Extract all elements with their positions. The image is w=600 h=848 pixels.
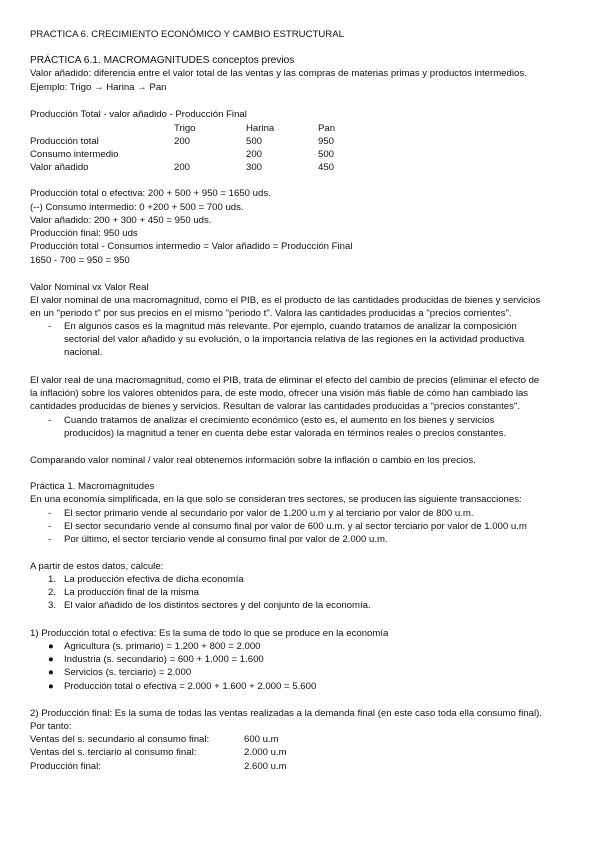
table-cell: 950 <box>318 136 335 147</box>
paragraph-line: El valor nominal de una macromagnitud, como el PIB, es el producto de las cantidades producidas de bienes y servicios <box>30 295 541 306</box>
answer2-heading: 2) Producción final: Es la suma de todas las ventas realizadas a la demanda final (en este caso toda ella consumo final). <box>30 708 542 719</box>
calc-line: Producción total - Consumos intermedio = Valor añadido = Producción Final <box>30 241 353 252</box>
row-label: Valor añadido <box>30 162 89 173</box>
paragraph-line: cantidades producidas de bienes y servicios. Resultan de valorar las cantidades producidas a "precios constantes". <box>30 401 520 412</box>
nominal-heading: Valor Nominal vx Valor Real <box>30 282 149 293</box>
answer1-item: Servicios (s. terciario) = 2.000 <box>64 667 192 678</box>
bullet-dot: ● <box>48 641 54 652</box>
dash-bullet: - <box>48 508 52 519</box>
question-item: La producción efectiva de dicha economía <box>64 574 244 585</box>
paragraph-line: en un "periodo t" por sus precios en el mismo "periodo t". Valora las cantidades producidas a "precios corrientes". <box>30 308 512 319</box>
calc-line: Producción final: 950 uds <box>30 228 138 239</box>
table-cell: 500 <box>246 136 263 147</box>
question-number: 3. <box>48 600 57 611</box>
bullet-line: nacional. <box>64 347 103 358</box>
question-item: El valor añadido de los distintos sectores y del conjunto de la economía. <box>64 600 371 611</box>
row-label: Producción total <box>30 136 99 147</box>
bullet-dot: ● <box>48 681 54 692</box>
dash-bullet: - <box>48 521 52 532</box>
table-heading: Producción Total - valor añadido - Producción Final <box>30 109 247 120</box>
comparison-text: Comparando valor nominal / valor real obtenemos información sobre la inflación o cambio en los precios. <box>30 455 476 466</box>
definition-text: Valor añadido: diferencia entre el valor total de las ventas y las compras de materias primas y productos intermedios. <box>30 68 527 79</box>
table-cell: 200 <box>246 149 263 160</box>
question-number: 2. <box>48 587 57 598</box>
answer1-item: Producción total o efectiva = 2.000 + 1.600 + 2.000 = 5.600 <box>64 681 317 692</box>
answer2-row-label: Producción final: <box>30 761 101 772</box>
column-header: Harina <box>246 123 275 134</box>
table-cell: 500 <box>318 149 335 160</box>
section-heading: PRÁCTICA 6.1. MACROMAGNITUDES conceptos previos <box>30 55 295 66</box>
bullet-dot: ● <box>48 654 54 665</box>
answer1-item: Agricultura (s. primario) = 1.200 + 800 = 2.000 <box>64 641 261 652</box>
answer2-row-label: Ventas del s. terciario al consumo final: <box>30 747 197 758</box>
transaction-item: El sector secundario vende al consumo final por valor de 600 u.m. y al sector terciario por valor de 1.000 u.m <box>64 521 527 532</box>
table-cell: 450 <box>318 162 335 173</box>
answer2-row-value: 600 u.m <box>244 734 279 745</box>
dash-bullet: - <box>48 415 52 426</box>
paragraph-line: la inflación) sobre los valores obtenidos para, de este modo, ofrecer una visión más fiable de cómo han cambiado las <box>30 388 529 399</box>
dash-bullet: - <box>48 534 52 545</box>
question-item: La producción final de la misma <box>64 587 199 598</box>
question-number: 1. <box>48 574 57 585</box>
dash-bullet: - <box>48 321 52 332</box>
calc-line: (--) Consumo intermedio: 0 +200 + 500 = 700 uds. <box>30 202 244 213</box>
table-cell: 200 <box>174 162 191 173</box>
bullet-line: sectorial del valor añadido y su evolución, o la importancia relativa de las regiones en la actividad productiva <box>64 334 525 345</box>
transaction-item: Por último, el sector terciario vende al consumo final por valor de 2.000 u.m. <box>64 534 388 545</box>
column-header: Trigo <box>174 123 196 134</box>
transaction-item: El sector primario vende al secundario por valor de 1.200 u.m y al terciario por valor de 800 u.m. <box>64 508 474 519</box>
answer2-row-value: 2.000 u.m <box>244 747 287 758</box>
portanto-text: Por tanto: <box>30 721 72 732</box>
bullet-line: producidos) la magnitud a tener en cuenta debe estar valorada en términos reales o precios constantes. <box>64 428 507 439</box>
ask-text: A partir de estos datos, calcule: <box>30 561 164 572</box>
page-title: PRACTICA 6. CRECIMIENTO ECONÓMICO Y CAMBIO ESTRUCTURAL <box>30 29 344 40</box>
row-label: Consumo intermedio <box>30 149 119 160</box>
practica-intro: En una economía simplificada, en la que solo se consideran tres sectores, se producen las siguiente transacciones: <box>30 494 522 505</box>
bullet-line: En algunos casos es la magnitud más relevante. Por ejemplo, cuando tratamos de analizar la composición <box>64 321 517 332</box>
example-text: Ejemplo: Trigo → Harina → Pan <box>30 82 167 93</box>
table-cell: 300 <box>246 162 263 173</box>
calc-line: Producción total o efectiva: 200 + 500 + 950 = 1650 uds. <box>30 188 271 199</box>
answer2-row-label: Ventas del s. secundario al consumo final: <box>30 734 210 745</box>
column-header: Pan <box>318 123 336 134</box>
bullet-dot: ● <box>48 667 54 678</box>
table-cell: 200 <box>174 136 191 147</box>
calc-line: Valor añadido: 200 + 300 + 450 = 950 uds. <box>30 215 212 226</box>
bullet-line: Cuando tratamos de analizar el crecimiento económico (esto es, el aumento en los bienes y servicios <box>64 415 495 426</box>
answer1-item: Industria (s. secundario) = 600 + 1.000 = 1.600 <box>64 654 264 665</box>
paragraph-line: El valor real de una macromagnitud, como el PIB, trata de eliminar el efecto del cambio de precios (eliminar el efecto de <box>30 375 540 386</box>
calc-line: 1650 - 700 = 950 = 950 <box>30 255 130 266</box>
answer1-heading: 1) Producción total o efectiva: Es la suma de todo lo que se produce en la economía <box>30 628 389 639</box>
answer2-row-value: 2.600 u.m <box>244 761 287 772</box>
practica-heading: Práctica 1. Macromagnitudes <box>30 481 155 492</box>
